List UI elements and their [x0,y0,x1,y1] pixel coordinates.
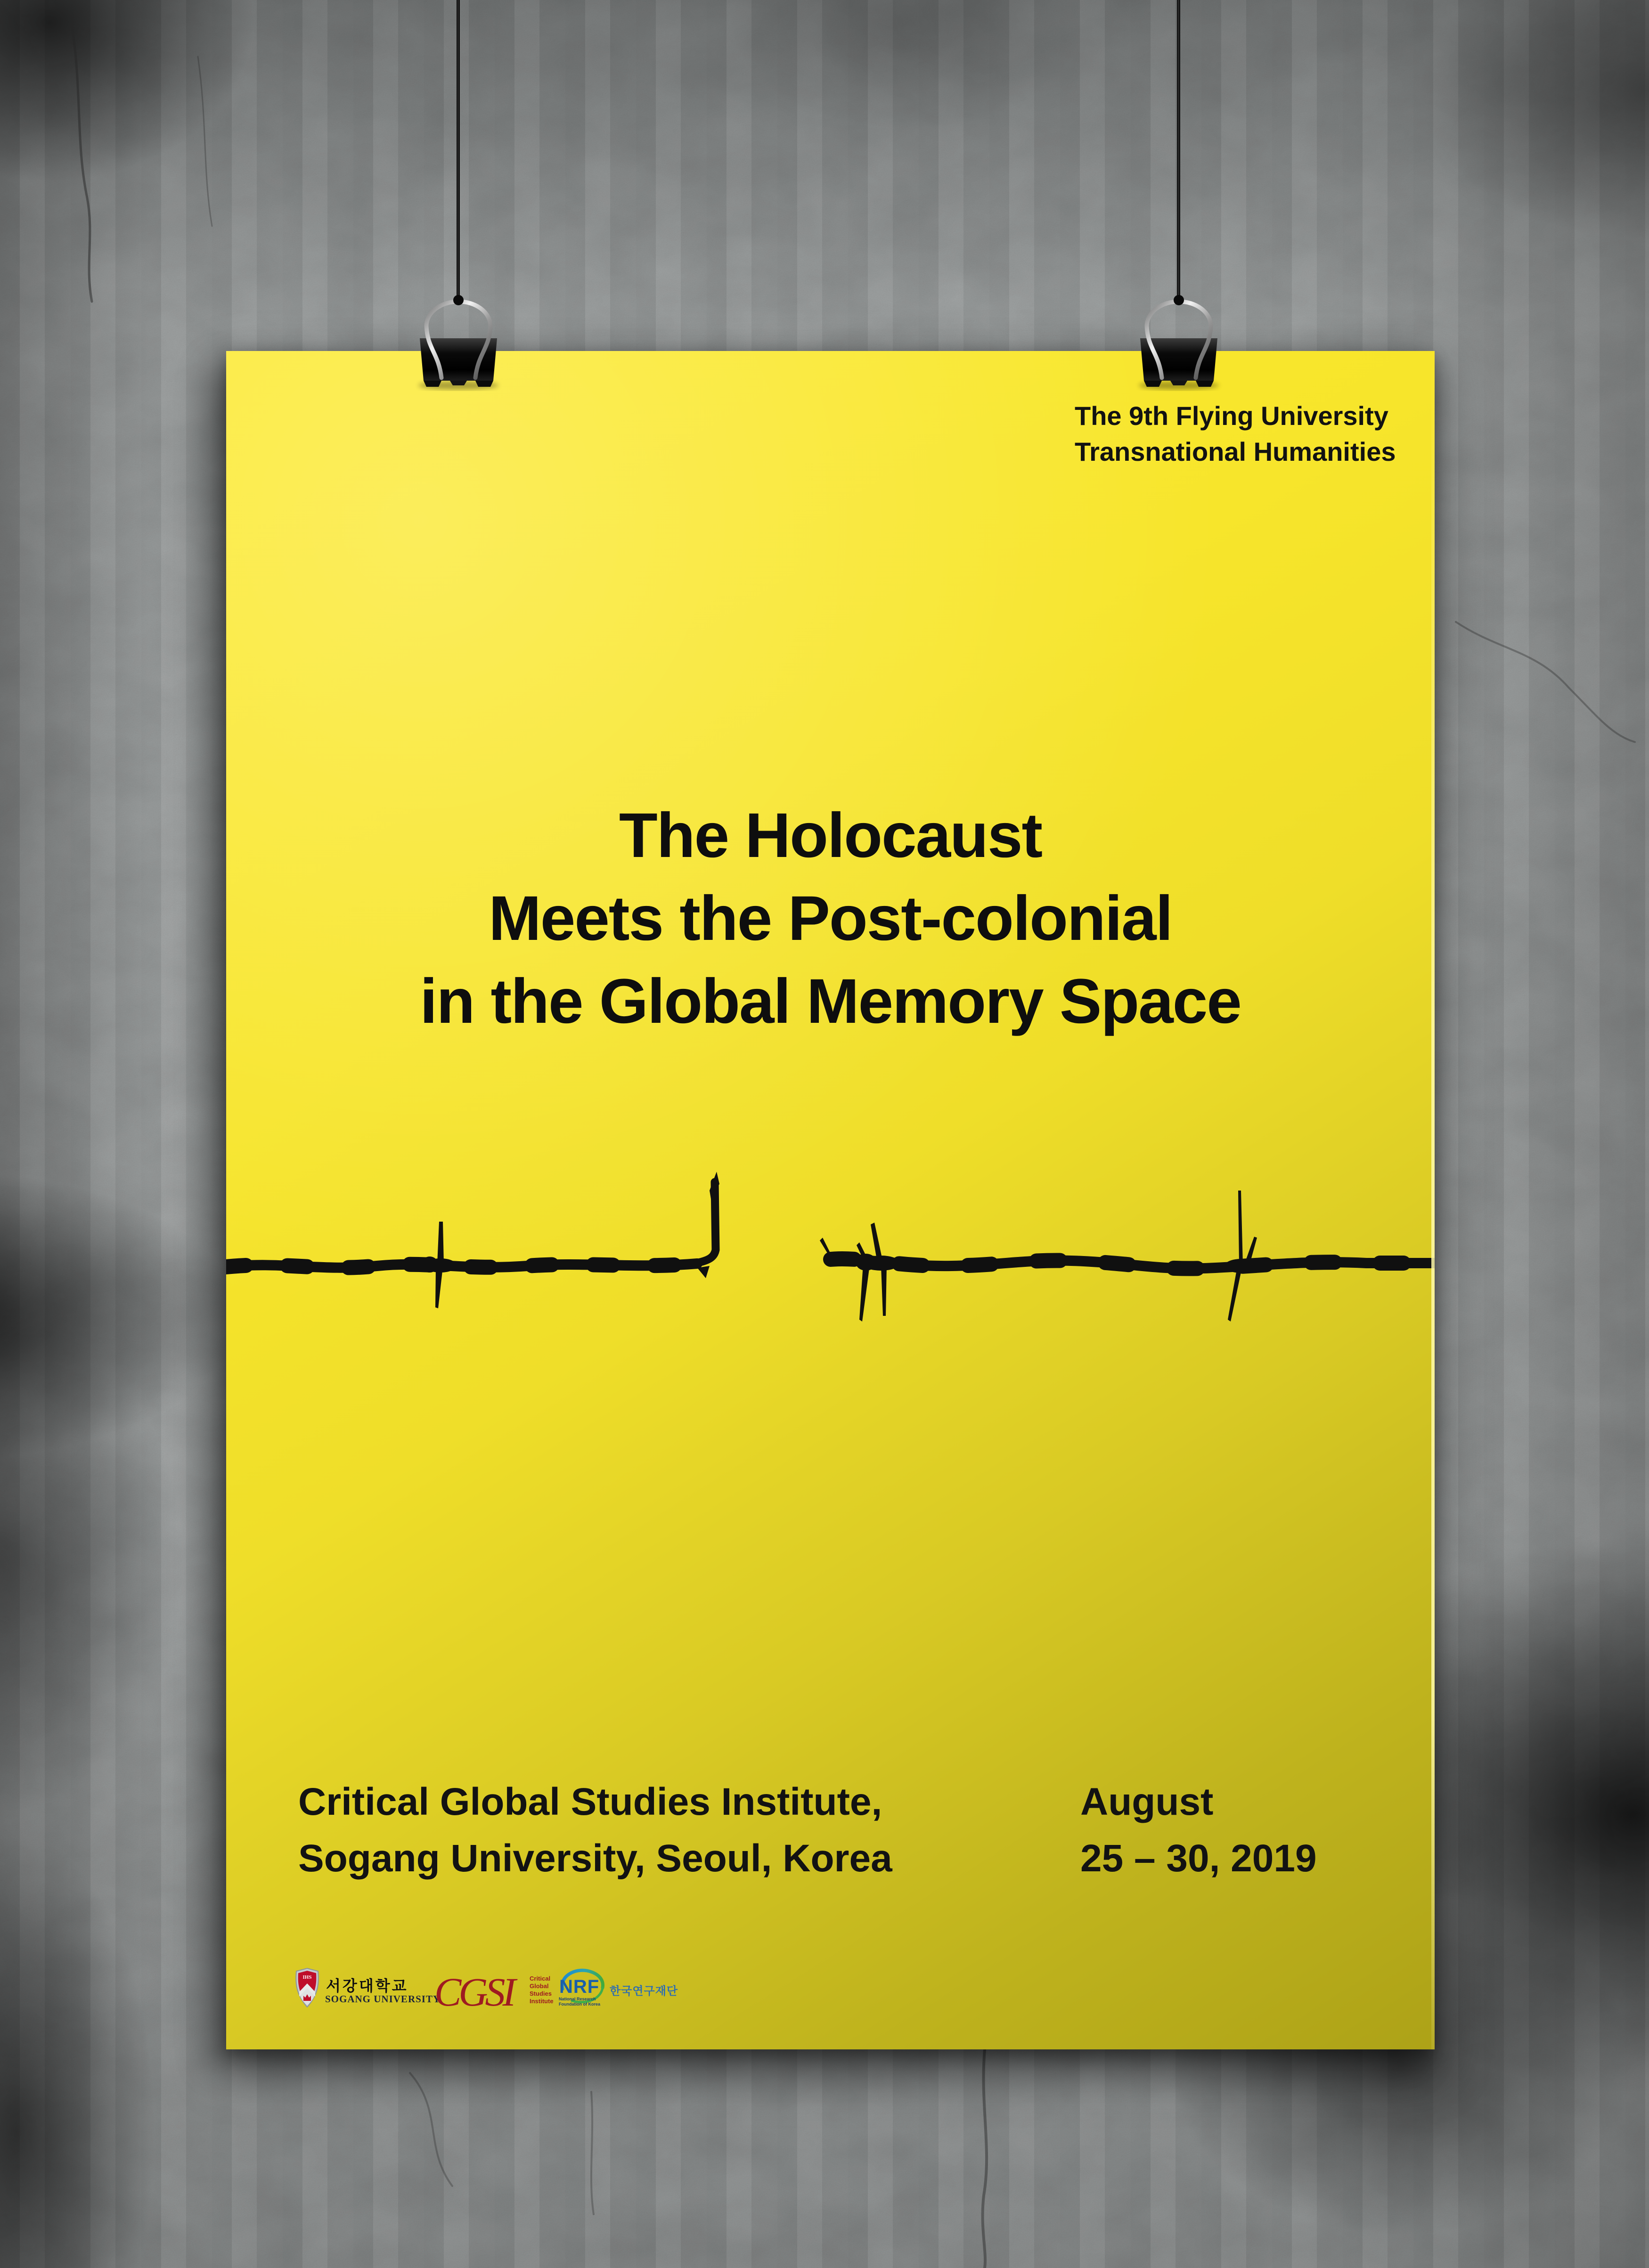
series-line2: Transnational Humanities [1075,437,1396,466]
binder-clip-icon-left [411,278,506,391]
venue-line2: Sogang University, Seoul, Korea [298,1837,892,1880]
binder-clip-icon-right [1132,278,1226,391]
sponsor-logos-row [226,1965,1435,2021]
date-text [1080,1774,1317,1887]
cgsi-word2: Global [530,1982,549,1990]
title-line3: in the Global Memory Space [420,966,1241,1036]
cgsi-word3: Studies [530,1990,552,1997]
sogang-korean-name: 서강대학교 [326,1977,408,1995]
shield-ihs-text: IHS [302,1974,312,1980]
title-line2: Meets the Post-colonial [489,883,1172,954]
sogang-english-name: SOGANG UNIVERSITY [325,1993,441,2005]
cgsi-full-name [530,1975,554,2005]
conference-series-label [1075,398,1396,470]
nrf-logo-icon [556,1966,612,2013]
poster [226,351,1435,2049]
title-line1: The Holocaust [619,800,1042,871]
venue-text [298,1774,892,1887]
barbed-wire-icon [226,1166,1435,1364]
nrf-acronym: NRF [559,1976,600,1997]
date-line2: 25 – 30, 2019 [1080,1837,1317,1880]
sogang-shield-icon [294,1967,321,2008]
cgsi-word1: Critical [530,1975,551,1982]
nrf-sub2: Foundation of Korea [559,2002,600,2007]
nrf-sub1: National Research [559,1997,596,2001]
nrf-korean-name: 한국연구재단 [610,1984,678,1998]
venue-line1: Critical Global Studies Institute, [298,1780,882,1823]
date-line1: August [1080,1780,1214,1823]
poster-title [226,794,1435,1043]
cgsi-logotype: CGSI [434,1969,514,2015]
cgsi-word4: Institute [530,1998,554,2005]
hanging-string-left [457,0,460,302]
series-line1: The 9th Flying University [1075,401,1388,431]
hanging-string-right [1177,0,1180,302]
